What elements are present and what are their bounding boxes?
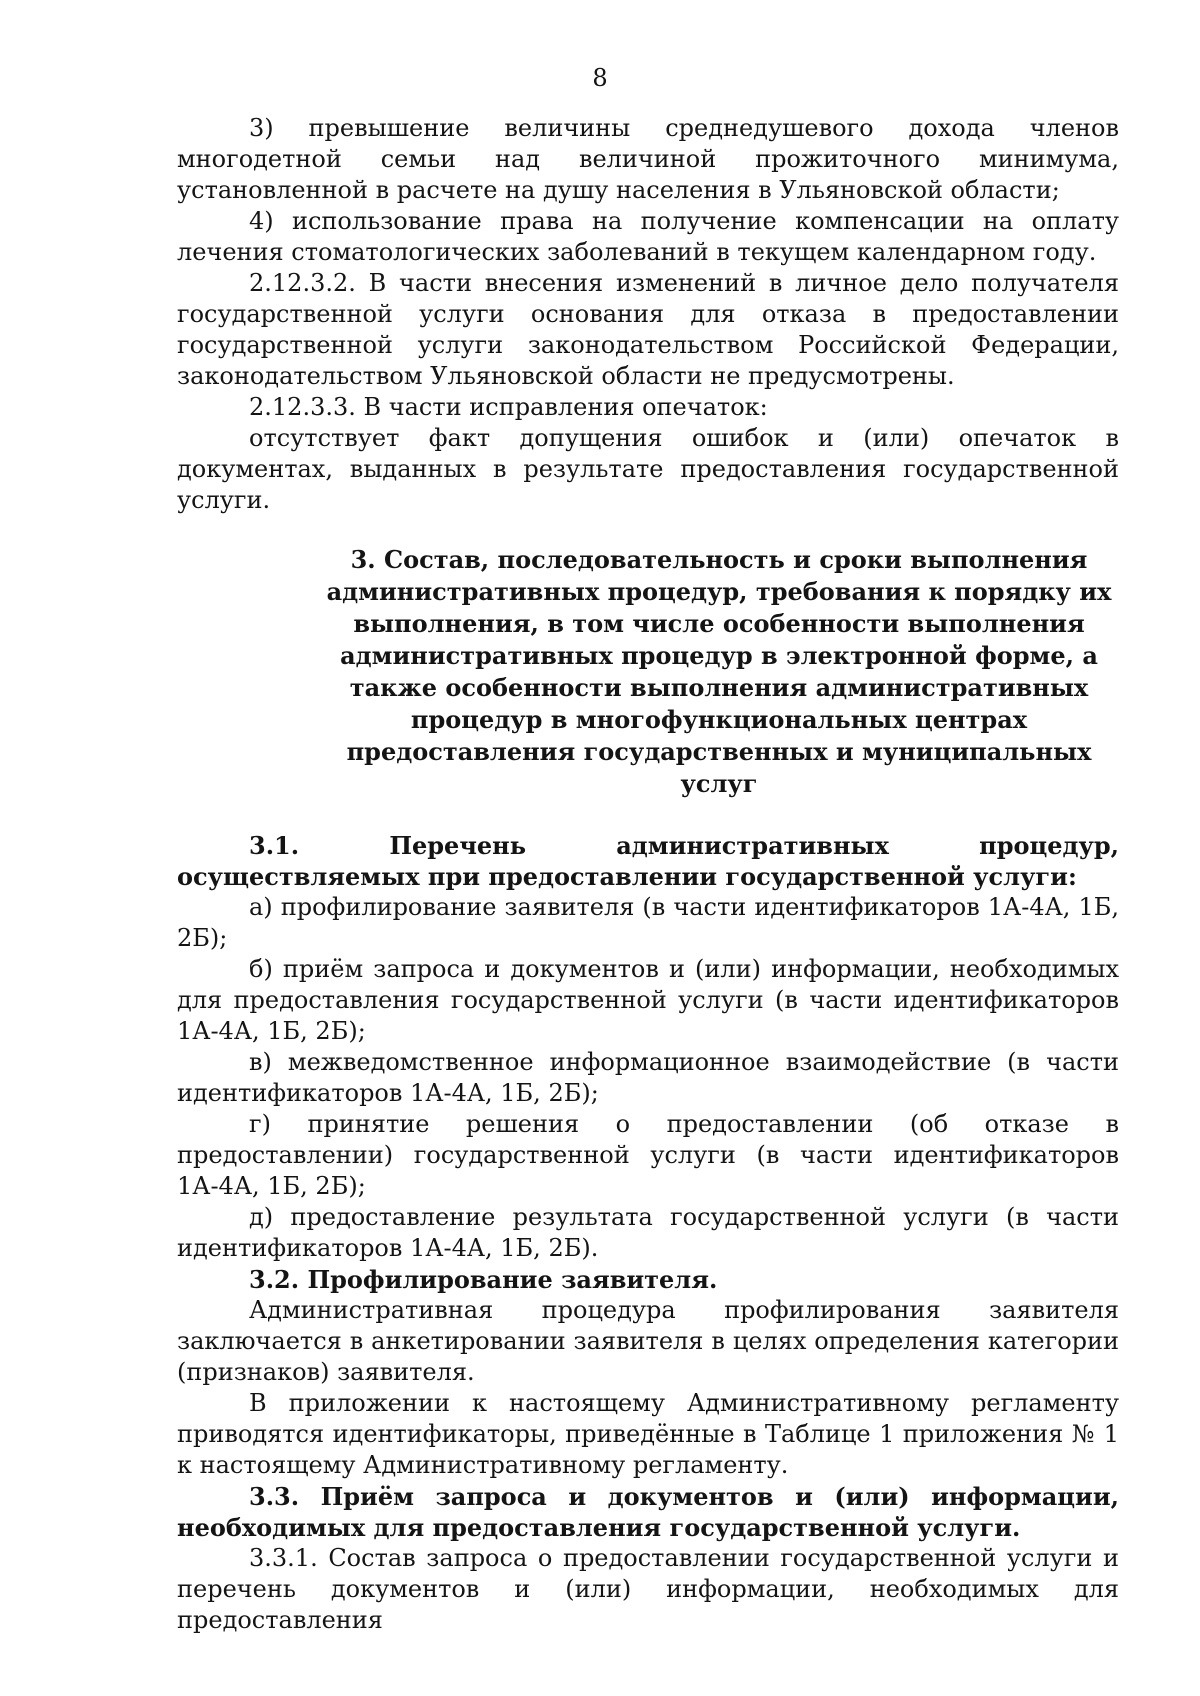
list-item: б) приём запроса и документов и (или) информации, необходимых для предоставления государственной услуги (в части идентификаторов 1А-4А, 1Б, 2Б); <box>177 955 1119 1045</box>
list-item: в) межведомственное информационное взаимодействие (в части идентификаторов 1А-4А, 1Б, 2Б); <box>177 1048 1119 1107</box>
page-body <box>177 113 1119 1636</box>
section-3-3-heading: 3.3. Приём запроса и документов и (или) информации, необходимых для предоставления государственной услуги. <box>177 1482 1119 1542</box>
paragraph: 4) использование права на получение компенсации на оплату лечения стоматологических заболеваний в текущем календарном году. <box>177 207 1119 266</box>
section-3-1-heading: 3.1. Перечень административных процедур, осуществляемых при предоставлении государственной услуги: <box>177 831 1119 891</box>
section-3-title: 3. Состав, последовательность и сроки выполнения административных процедур, требования к порядку их выполнения, в том числе особенности выполнения административных процедур в электронной форме, а также особенности выполнения административных процедур в многофункциональных центрах предоставления государственных и муниципальных услуг <box>326 545 1112 798</box>
paragraph: Административная процедура профилирования заявителя заключается в анкетировании заявителя в целях определения категории (признаков) заявителя. <box>177 1296 1119 1386</box>
paragraph: 3.3.1. Состав запроса о предоставлении государственной услуги и перечень документов и (или) информации, необходимых для предоставления <box>177 1544 1119 1634</box>
paragraph: 2.12.3.2. В части внесения изменений в личное дело получателя государственной услуги основания для отказа в предоставлении государственной услуги законодательством Российской Федерации, законодательством Ульяновской области не предусмотрены. <box>177 269 1119 390</box>
list-item: г) принятие решения о предоставлении (об отказе в предоставлении) государственной услуги (в части идентификаторов 1А-4А, 1Б, 2Б); <box>177 1110 1119 1200</box>
paragraph: 2.12.3.3. В части исправления опечаток: <box>249 393 768 421</box>
paragraph: 3) превышение величины среднедушевого дохода членов многодетной семьи над величиной прожиточного минимума, установленной в расчете на душу населения в Ульяновской области; <box>177 114 1119 204</box>
list-item: д) предоставление результата государственной услуги (в части идентификаторов 1А-4А, 1Б, 2Б). <box>177 1203 1119 1262</box>
section-3-2-heading: 3.2. Профилирование заявителя. <box>249 1265 718 1294</box>
list-item: а) профилирование заявителя (в части идентификаторов 1А-4А, 1Б, 2Б); <box>177 893 1119 952</box>
paragraph: В приложении к настоящему Административному регламенту приводятся идентификаторы, приведённые в Таблице 1 приложения № 1 к настоящему Административному регламенту. <box>177 1389 1119 1479</box>
paragraph: отсутствует факт допущения ошибок и (или) опечаток в документах, выданных в результате предоставления государственной услуги. <box>177 424 1119 514</box>
page-number: 8 <box>592 64 608 92</box>
